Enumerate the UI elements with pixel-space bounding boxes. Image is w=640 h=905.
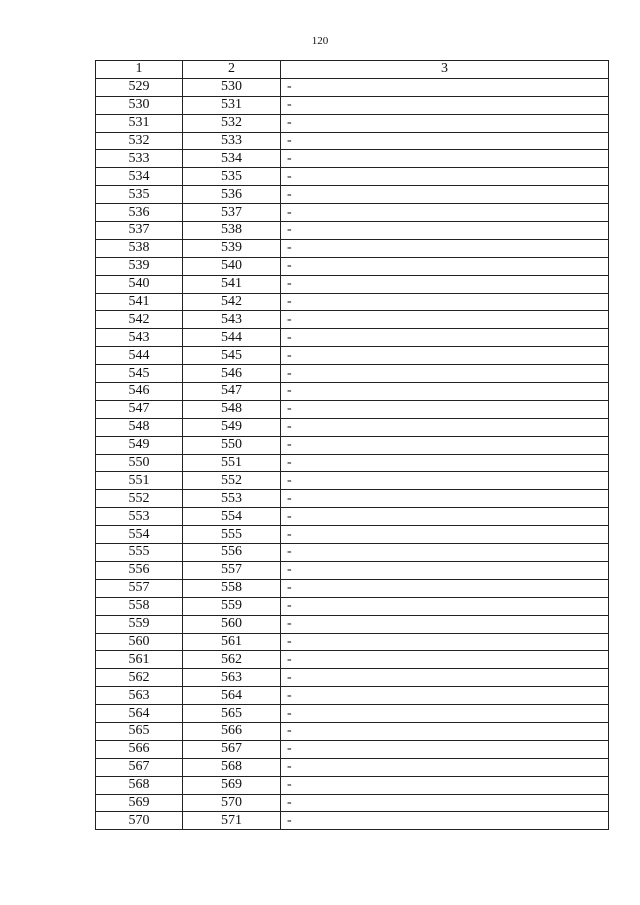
cell-col-3: - bbox=[281, 722, 609, 740]
cell-col-2: 561 bbox=[183, 633, 281, 651]
cell-col-1: 566 bbox=[96, 740, 183, 758]
cell-col-3: - bbox=[281, 776, 609, 794]
cell-col-2: 537 bbox=[183, 204, 281, 222]
table-row bbox=[96, 687, 609, 705]
cell-col-1: 553 bbox=[96, 508, 183, 526]
cell-col-2: 568 bbox=[183, 758, 281, 776]
cell-col-2: 555 bbox=[183, 526, 281, 544]
cell-col-3: - bbox=[281, 222, 609, 240]
cell-col-2: 570 bbox=[183, 794, 281, 812]
table-row bbox=[96, 186, 609, 204]
cell-col-3: - bbox=[281, 132, 609, 150]
cell-col-3: - bbox=[281, 454, 609, 472]
cell-col-3: - bbox=[281, 347, 609, 365]
cell-col-3: - bbox=[281, 794, 609, 812]
cell-col-2: 557 bbox=[183, 561, 281, 579]
cell-col-2: 549 bbox=[183, 418, 281, 436]
table-row bbox=[96, 204, 609, 222]
cell-col-1: 533 bbox=[96, 150, 183, 168]
cell-col-1: 534 bbox=[96, 168, 183, 186]
cell-col-1: 569 bbox=[96, 794, 183, 812]
table-row bbox=[96, 508, 609, 526]
cell-col-3: - bbox=[281, 687, 609, 705]
table-row bbox=[96, 740, 609, 758]
page-number: 120 bbox=[311, 35, 329, 47]
cell-col-2: 545 bbox=[183, 347, 281, 365]
cell-col-2: 539 bbox=[183, 239, 281, 257]
cell-col-3: - bbox=[281, 597, 609, 615]
cell-col-3: - bbox=[281, 561, 609, 579]
cell-col-3: - bbox=[281, 615, 609, 633]
cell-col-2: 567 bbox=[183, 740, 281, 758]
cell-col-2: 534 bbox=[183, 150, 281, 168]
cell-col-2: 562 bbox=[183, 651, 281, 669]
cell-col-2: 538 bbox=[183, 222, 281, 240]
cell-col-1: 538 bbox=[96, 239, 183, 257]
cell-col-1: 547 bbox=[96, 400, 183, 418]
cell-col-3: - bbox=[281, 186, 609, 204]
table-row bbox=[96, 78, 609, 96]
cell-col-1: 557 bbox=[96, 579, 183, 597]
cell-col-3: - bbox=[281, 508, 609, 526]
cell-col-2: 559 bbox=[183, 597, 281, 615]
cell-col-3: - bbox=[281, 436, 609, 454]
cell-col-3: - bbox=[281, 418, 609, 436]
cell-col-2: 543 bbox=[183, 311, 281, 329]
cell-col-2: 551 bbox=[183, 454, 281, 472]
cell-col-2: 532 bbox=[183, 114, 281, 132]
cell-col-3: - bbox=[281, 168, 609, 186]
cell-col-2: 536 bbox=[183, 186, 281, 204]
table-row bbox=[96, 239, 609, 257]
cell-col-3: - bbox=[281, 329, 609, 347]
table-row bbox=[96, 222, 609, 240]
table-row bbox=[96, 651, 609, 669]
cell-col-2: 558 bbox=[183, 579, 281, 597]
cell-col-3: - bbox=[281, 579, 609, 597]
cell-col-1: 554 bbox=[96, 526, 183, 544]
table-row bbox=[96, 544, 609, 562]
cell-col-3: - bbox=[281, 651, 609, 669]
cell-col-1: 536 bbox=[96, 204, 183, 222]
table-row bbox=[96, 96, 609, 114]
cell-col-3: - bbox=[281, 490, 609, 508]
table-row bbox=[96, 776, 609, 794]
table-row bbox=[96, 526, 609, 544]
table-row bbox=[96, 168, 609, 186]
cell-col-1: 564 bbox=[96, 705, 183, 723]
table-row bbox=[96, 114, 609, 132]
cell-col-3: - bbox=[281, 114, 609, 132]
cell-col-3: - bbox=[281, 526, 609, 544]
cell-col-2: 531 bbox=[183, 96, 281, 114]
cell-col-3: - bbox=[281, 669, 609, 687]
cell-col-3: - bbox=[281, 633, 609, 651]
cell-col-2: 550 bbox=[183, 436, 281, 454]
cell-col-1: 531 bbox=[96, 114, 183, 132]
column-header-1: 1 bbox=[96, 61, 183, 79]
table-row bbox=[96, 436, 609, 454]
cell-col-3: - bbox=[281, 257, 609, 275]
cell-col-2: 546 bbox=[183, 365, 281, 383]
cell-col-3: - bbox=[281, 150, 609, 168]
cell-col-3: - bbox=[281, 311, 609, 329]
cell-col-1: 552 bbox=[96, 490, 183, 508]
cell-col-2: 563 bbox=[183, 669, 281, 687]
cell-col-3: - bbox=[281, 383, 609, 401]
cell-col-3: - bbox=[281, 705, 609, 723]
table-row bbox=[96, 633, 609, 651]
cell-col-2: 540 bbox=[183, 257, 281, 275]
cell-col-3: - bbox=[281, 400, 609, 418]
cell-col-1: 549 bbox=[96, 436, 183, 454]
table-header-row bbox=[96, 61, 609, 79]
cell-col-1: 562 bbox=[96, 669, 183, 687]
table-row bbox=[96, 812, 609, 830]
table-header bbox=[96, 61, 609, 79]
cell-col-1: 546 bbox=[96, 383, 183, 401]
cell-col-1: 565 bbox=[96, 722, 183, 740]
cell-col-1: 563 bbox=[96, 687, 183, 705]
table-row bbox=[96, 454, 609, 472]
cell-col-1: 540 bbox=[96, 275, 183, 293]
cell-col-1: 530 bbox=[96, 96, 183, 114]
table-row bbox=[96, 561, 609, 579]
table-row bbox=[96, 669, 609, 687]
table-row bbox=[96, 615, 609, 633]
cell-col-1: 555 bbox=[96, 544, 183, 562]
cell-col-3: - bbox=[281, 812, 609, 830]
table-row bbox=[96, 132, 609, 150]
cell-col-1: 558 bbox=[96, 597, 183, 615]
cell-col-2: 569 bbox=[183, 776, 281, 794]
table-row bbox=[96, 705, 609, 723]
table-row bbox=[96, 329, 609, 347]
cell-col-2: 560 bbox=[183, 615, 281, 633]
cell-col-1: 545 bbox=[96, 365, 183, 383]
cell-col-2: 542 bbox=[183, 293, 281, 311]
table-row bbox=[96, 794, 609, 812]
cell-col-1: 542 bbox=[96, 311, 183, 329]
cell-col-2: 554 bbox=[183, 508, 281, 526]
cell-col-3: - bbox=[281, 293, 609, 311]
cell-col-1: 544 bbox=[96, 347, 183, 365]
table-row bbox=[96, 150, 609, 168]
cell-col-3: - bbox=[281, 544, 609, 562]
cell-col-1: 548 bbox=[96, 418, 183, 436]
cell-col-1: 537 bbox=[96, 222, 183, 240]
table-row bbox=[96, 311, 609, 329]
cell-col-2: 556 bbox=[183, 544, 281, 562]
table-row bbox=[96, 490, 609, 508]
table-row bbox=[96, 275, 609, 293]
cell-col-3: - bbox=[281, 78, 609, 96]
cell-col-2: 566 bbox=[183, 722, 281, 740]
cell-col-1: 539 bbox=[96, 257, 183, 275]
cell-col-2: 564 bbox=[183, 687, 281, 705]
cell-col-3: - bbox=[281, 365, 609, 383]
table-row bbox=[96, 400, 609, 418]
cell-col-2: 565 bbox=[183, 705, 281, 723]
cell-col-1: 543 bbox=[96, 329, 183, 347]
table-row bbox=[96, 383, 609, 401]
table-row bbox=[96, 579, 609, 597]
cell-col-2: 552 bbox=[183, 472, 281, 490]
cell-col-2: 533 bbox=[183, 132, 281, 150]
column-header-2: 2 bbox=[183, 61, 281, 79]
cell-col-1: 529 bbox=[96, 78, 183, 96]
cell-col-2: 547 bbox=[183, 383, 281, 401]
table-row bbox=[96, 257, 609, 275]
cell-col-3: - bbox=[281, 758, 609, 776]
table-row bbox=[96, 722, 609, 740]
cell-col-3: - bbox=[281, 740, 609, 758]
cell-col-1: 541 bbox=[96, 293, 183, 311]
cell-col-1: 560 bbox=[96, 633, 183, 651]
cell-col-1: 561 bbox=[96, 651, 183, 669]
cell-col-2: 541 bbox=[183, 275, 281, 293]
cell-col-3: - bbox=[281, 472, 609, 490]
cell-col-3: - bbox=[281, 96, 609, 114]
cell-col-2: 530 bbox=[183, 78, 281, 96]
cell-col-1: 551 bbox=[96, 472, 183, 490]
cell-col-1: 559 bbox=[96, 615, 183, 633]
cell-col-1: 556 bbox=[96, 561, 183, 579]
table-body bbox=[96, 78, 609, 829]
cell-col-1: 568 bbox=[96, 776, 183, 794]
column-header-3: 3 bbox=[281, 61, 609, 79]
cell-col-1: 532 bbox=[96, 132, 183, 150]
cell-col-1: 550 bbox=[96, 454, 183, 472]
cell-col-3: - bbox=[281, 204, 609, 222]
table-row bbox=[96, 472, 609, 490]
table-row bbox=[96, 597, 609, 615]
table-row bbox=[96, 347, 609, 365]
cell-col-2: 548 bbox=[183, 400, 281, 418]
cell-col-2: 535 bbox=[183, 168, 281, 186]
data-table bbox=[95, 60, 609, 830]
table-row bbox=[96, 365, 609, 383]
cell-col-3: - bbox=[281, 239, 609, 257]
cell-col-1: 535 bbox=[96, 186, 183, 204]
cell-col-2: 571 bbox=[183, 812, 281, 830]
table-row bbox=[96, 758, 609, 776]
cell-col-1: 567 bbox=[96, 758, 183, 776]
cell-col-2: 544 bbox=[183, 329, 281, 347]
cell-col-3: - bbox=[281, 275, 609, 293]
table-row bbox=[96, 418, 609, 436]
table-row bbox=[96, 293, 609, 311]
cell-col-1: 570 bbox=[96, 812, 183, 830]
cell-col-2: 553 bbox=[183, 490, 281, 508]
